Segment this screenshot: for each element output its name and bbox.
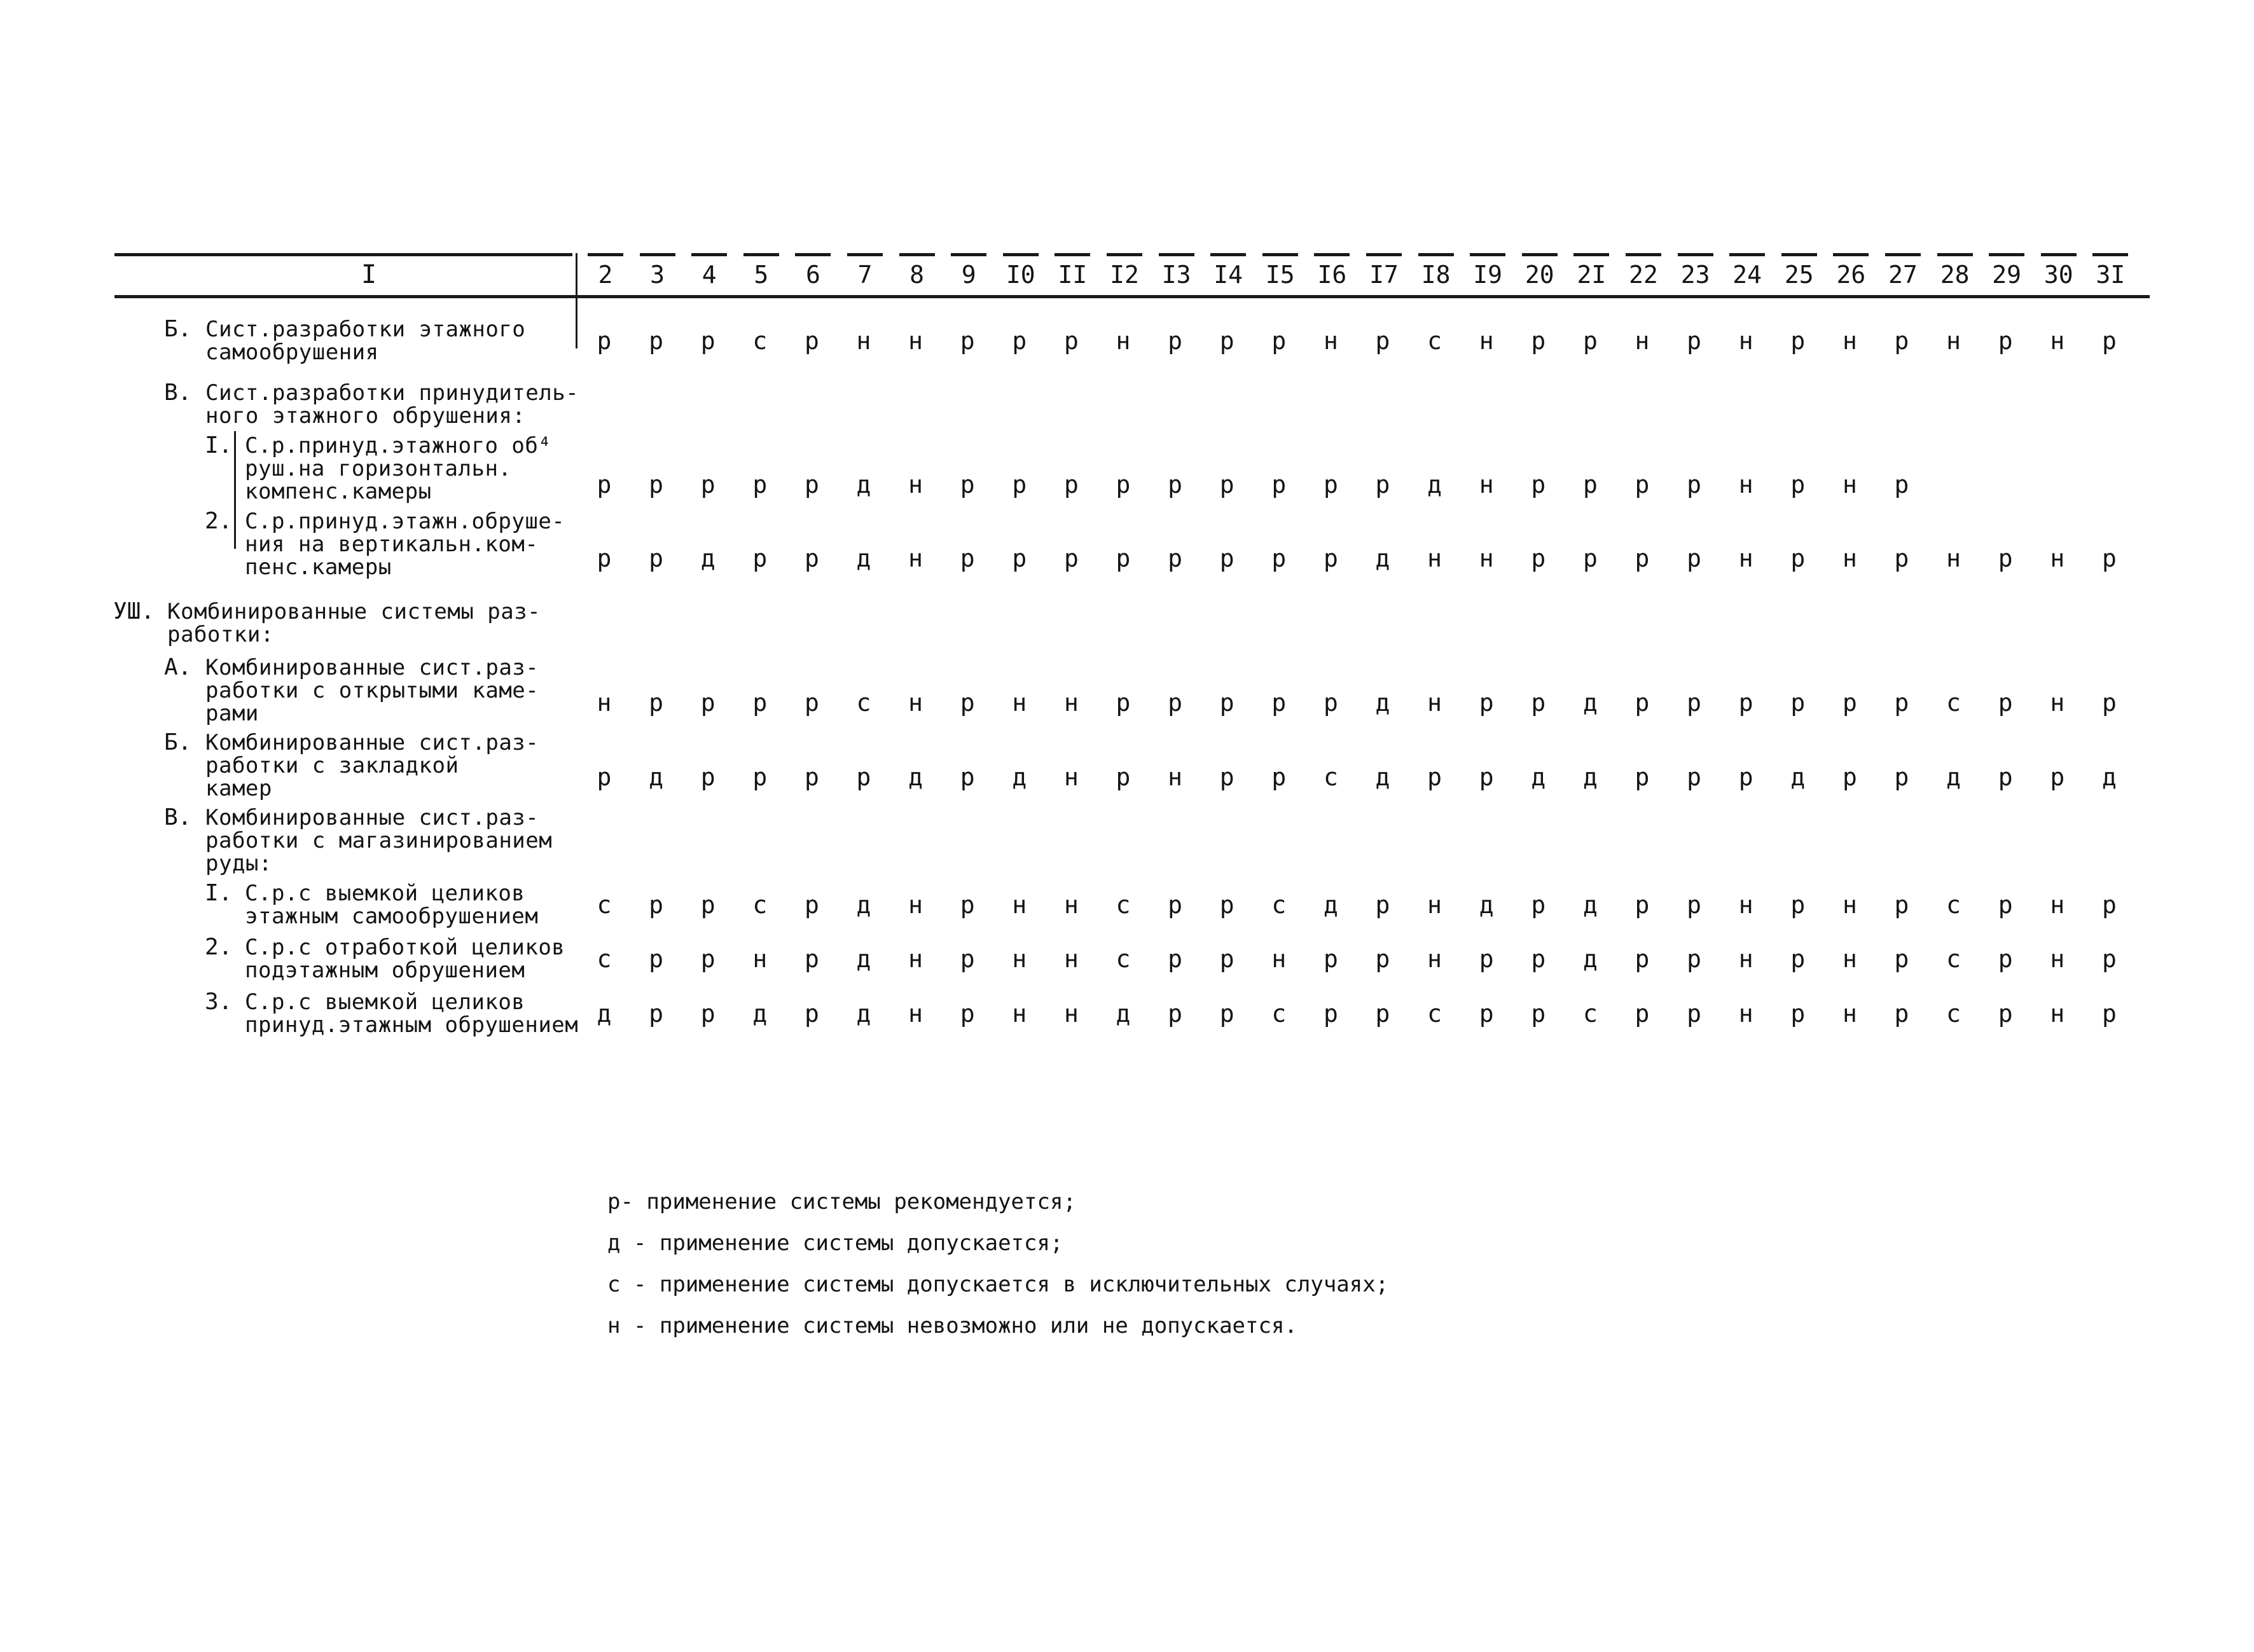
table-cell: р [1219, 945, 1234, 973]
table-cell: н [1427, 945, 1442, 973]
table-cell: р [1687, 544, 1702, 572]
table-cell: р [649, 1000, 664, 1028]
column-header: I7 [1369, 261, 1399, 289]
row-label: Комбинированные сист.раз- работки с открытыми каме- рами [205, 655, 539, 726]
table-cell: р [1219, 891, 1234, 919]
table-cell: р [804, 471, 819, 499]
table-cell: с [752, 891, 768, 919]
table-cell: р [1894, 544, 1909, 572]
table-cell: р [1479, 1000, 1494, 1028]
table-cell: р [1271, 471, 1287, 499]
table-cell: р [1894, 471, 1909, 499]
table-cell: н [908, 689, 923, 717]
column-header: I6 [1317, 261, 1347, 289]
table-cell: с [1427, 1000, 1442, 1028]
row-prefix: 3. [205, 989, 233, 1015]
table-cell: р [2101, 1000, 2117, 1028]
table-cell: р [1323, 689, 1338, 717]
table-cell: н [908, 471, 923, 499]
table-cell: р [804, 891, 819, 919]
table-cell: р [1116, 471, 1131, 499]
table-cell: д [1531, 763, 1546, 791]
table-cell: д [856, 1000, 871, 1028]
table-cell: н [1738, 891, 1753, 919]
table-cell: н [1427, 689, 1442, 717]
table-cell: р [1998, 891, 2013, 919]
column-header: 2 [598, 261, 613, 289]
table-cell: р [1063, 471, 1079, 499]
table-cell: р [1635, 763, 1650, 791]
table-cell: р [804, 945, 819, 973]
table-cell: д [1582, 689, 1598, 717]
column-header: 4 [702, 261, 717, 289]
table-cell: р [1687, 891, 1702, 919]
row-prefix: УШ. [113, 598, 155, 624]
table-cell: р [752, 763, 768, 791]
table-cell: р [1790, 945, 1806, 973]
table-cell: д [1582, 945, 1598, 973]
table-cell: р [1582, 327, 1598, 355]
table-cell: р [804, 763, 819, 791]
table-cell: н [1012, 945, 1027, 973]
table-cell: н [1012, 891, 1027, 919]
table-cell: с [597, 891, 612, 919]
table-cell: н [597, 689, 612, 717]
table-cell: р [597, 544, 612, 572]
table-cell: р [1271, 327, 1287, 355]
column-header: 20 [1525, 261, 1554, 289]
table-cell: р [1063, 544, 1079, 572]
table-cell: р [1894, 327, 1909, 355]
table-cell: р [960, 327, 975, 355]
table-cell: р [1998, 327, 2013, 355]
column-header: 7 [857, 261, 873, 289]
table-cell: р [1323, 544, 1338, 572]
table-cell: р [1687, 945, 1702, 973]
table-cell: н [1479, 544, 1494, 572]
table-cell: н [1323, 327, 1338, 355]
column-header: I3 [1161, 261, 1191, 289]
legend-item-n: н - применение системы невозможно или не допускается. [607, 1313, 1297, 1339]
table-cell: р [1531, 945, 1546, 973]
table-cell: р [1219, 1000, 1234, 1028]
table-cell: р [1635, 945, 1650, 973]
table-cell: р [1842, 689, 1857, 717]
table-cell: р [1790, 891, 1806, 919]
table-cell: р [1687, 689, 1702, 717]
table-cell: н [1946, 544, 1961, 572]
table-cell: д [1116, 1000, 1131, 1028]
table-cell: р [649, 544, 664, 572]
table-cell: р [1271, 763, 1287, 791]
table-cell: р [1738, 689, 1753, 717]
table-cell: д [856, 945, 871, 973]
table-cell: р [1790, 327, 1806, 355]
table-cell: с [1946, 891, 1961, 919]
table-cell: р [700, 891, 716, 919]
table-cell: р [1531, 689, 1546, 717]
table-cell: н [1738, 327, 1753, 355]
table-cell: р [1375, 327, 1390, 355]
column-header: 5 [754, 261, 769, 289]
row-prefix: 2. [205, 508, 233, 534]
table-cell: р [1168, 945, 1183, 973]
column-header: 3 [650, 261, 665, 289]
table-cell: с [856, 689, 871, 717]
table-cell: д [2101, 763, 2117, 791]
table-cell: с [1946, 945, 1961, 973]
table-cell: д [1375, 544, 1390, 572]
table-cell: н [1842, 1000, 1857, 1028]
column-header: 23 [1680, 261, 1710, 289]
table-cell: р [1894, 1000, 1909, 1028]
table-cell: р [2101, 891, 2117, 919]
table-cell: с [1271, 891, 1287, 919]
table-cell: н [856, 327, 871, 355]
table-cell: р [1531, 544, 1546, 572]
row-label: Сист.разработки принудитель- ного этажного обрушения: [205, 380, 579, 429]
table-cell: р [960, 891, 975, 919]
table-cell: н [2050, 544, 2065, 572]
first-column-header: I [361, 260, 377, 289]
table-cell: д [1479, 891, 1494, 919]
column-header: 30 [2043, 261, 2073, 289]
table-cell: с [752, 327, 768, 355]
table-cell: н [1063, 945, 1079, 973]
table-cell: р [1635, 471, 1650, 499]
table-cell: р [1635, 544, 1650, 572]
table-cell: н [908, 945, 923, 973]
table-cell: р [1271, 689, 1287, 717]
table-cell: н [1635, 327, 1650, 355]
table-cell: н [1842, 945, 1857, 973]
table-cell: н [908, 544, 923, 572]
table-cell: р [1323, 471, 1338, 499]
table-cell: р [1427, 763, 1442, 791]
table-cell: н [1012, 689, 1027, 717]
table-cell: р [960, 544, 975, 572]
table-cell: р [1894, 689, 1909, 717]
table-cell: р [752, 689, 768, 717]
row-label: С.р.принуд.этажного об⁴ руш.на горизонтальн. компенс.камеры [245, 433, 552, 504]
table-cell: р [1168, 1000, 1183, 1028]
table-cell: р [1116, 544, 1131, 572]
column-header: II [1058, 261, 1088, 289]
table-cell: р [700, 327, 716, 355]
column-header: 25 [1784, 261, 1814, 289]
table-cell: д [908, 763, 923, 791]
table-cell: р [804, 689, 819, 717]
table-cell: д [649, 763, 664, 791]
table-cell: р [1531, 471, 1546, 499]
table-cell: р [1168, 327, 1183, 355]
table-cell: р [1635, 1000, 1650, 1028]
column-header: I5 [1265, 261, 1295, 289]
table-cell: р [960, 763, 975, 791]
table-cell: р [1894, 763, 1909, 791]
table-cell: с [1427, 327, 1442, 355]
table-cell: р [1323, 1000, 1338, 1028]
table-cell: н [1479, 471, 1494, 499]
table-cell: р [1168, 471, 1183, 499]
table-cell: р [1479, 763, 1494, 791]
table-cell: р [1219, 763, 1234, 791]
table-cell: р [1687, 471, 1702, 499]
row-prefix: А. [164, 654, 192, 680]
table-cell: н [1063, 1000, 1079, 1028]
table-cell: д [597, 1000, 612, 1028]
first-col-divider [576, 253, 577, 348]
table-cell: д [1012, 763, 1027, 791]
table-cell: р [1842, 763, 1857, 791]
table-cell: н [1738, 1000, 1753, 1028]
table-cell: н [908, 1000, 923, 1028]
column-header: 27 [1888, 261, 1918, 289]
table-cell: р [1375, 891, 1390, 919]
column-header: 2I [1577, 261, 1607, 289]
table-cell: р [1219, 471, 1234, 499]
table-cell: н [752, 945, 768, 973]
table-cell: р [2101, 327, 2117, 355]
table-cell: р [752, 544, 768, 572]
column-header: 24 [1732, 261, 1762, 289]
table-cell: н [1479, 327, 1494, 355]
table-cell: р [1998, 544, 2013, 572]
column-header: 22 [1629, 261, 1658, 289]
table-cell: н [1168, 763, 1183, 791]
table-cell: р [1012, 327, 1027, 355]
table-cell: р [649, 471, 664, 499]
table-cell: р [700, 1000, 716, 1028]
row-prefix: 2. [205, 934, 233, 960]
table-cell: р [1168, 689, 1183, 717]
table-cell: н [1063, 689, 1079, 717]
table-cell: р [856, 763, 871, 791]
row-prefix: I. [205, 432, 233, 458]
legend-item-r: р- применение системы рекомендуется; [607, 1189, 1076, 1215]
table-cell: р [2101, 544, 2117, 572]
legend-item-d: д - применение системы допускается; [607, 1230, 1063, 1256]
table-cell: р [700, 471, 716, 499]
table-cell: д [1427, 471, 1442, 499]
row-label: С.р.принуд.этажн.обруше- ния на вертикальн.ком- пенс.камеры [245, 509, 565, 580]
table-cell: р [1012, 544, 1027, 572]
table-cell: н [1116, 327, 1131, 355]
table-cell: р [1323, 945, 1338, 973]
row-label: Комбинированные системы раз- работки: [167, 599, 541, 647]
table-cell: н [1842, 544, 1857, 572]
table-cell: д [1582, 763, 1598, 791]
column-header: I8 [1421, 261, 1451, 289]
table-cell: р [1790, 471, 1806, 499]
header-top-rule [114, 253, 572, 256]
table-cell: н [908, 891, 923, 919]
row-label: С.р.с отработкой целиков подэтажным обрушением [245, 935, 565, 983]
row-prefix: Б. [164, 316, 192, 342]
table-cell: д [856, 891, 871, 919]
table-cell: р [1582, 544, 1598, 572]
table-cell: с [1116, 891, 1131, 919]
table-cell: р [1375, 945, 1390, 973]
table-cell: д [856, 471, 871, 499]
table-cell: р [1479, 945, 1494, 973]
table-cell: р [700, 763, 716, 791]
table-cell: н [2050, 327, 2065, 355]
table-cell: р [1894, 945, 1909, 973]
table-cell: р [1168, 544, 1183, 572]
table-cell: р [1894, 891, 1909, 919]
table-cell: р [1531, 891, 1546, 919]
table-cell: р [2050, 763, 2065, 791]
table-cell: р [1687, 1000, 1702, 1028]
row-prefix: I. [205, 880, 233, 906]
column-header: 3I [2096, 261, 2126, 289]
sub-item-bracket [234, 509, 236, 547]
table-cell: р [1063, 327, 1079, 355]
table-cell: р [1738, 763, 1753, 791]
table-cell: р [1479, 689, 1494, 717]
row-label: Комбинированные сист.раз- работки с магазинированием руды: [205, 805, 553, 876]
table-cell: н [1012, 1000, 1027, 1028]
table-cell: р [1531, 327, 1546, 355]
table-cell: р [804, 544, 819, 572]
table-cell: н [1063, 763, 1079, 791]
column-header: 9 [961, 261, 976, 289]
table-cell: с [1946, 1000, 1961, 1028]
table-cell: р [1998, 763, 2013, 791]
table-cell: н [2050, 1000, 2065, 1028]
table-cell: р [649, 891, 664, 919]
table-cell: р [1582, 471, 1598, 499]
table-cell: н [1271, 945, 1287, 973]
table-cell: р [1635, 689, 1650, 717]
table-cell: н [1842, 891, 1857, 919]
table-cell: р [597, 763, 612, 791]
row-label: Комбинированные сист.раз- работки с закладкой камер [205, 730, 539, 801]
table-cell: р [1998, 1000, 2013, 1028]
table-cell: р [960, 471, 975, 499]
column-header: 26 [1836, 261, 1866, 289]
table-cell: р [1012, 471, 1027, 499]
table-cell: р [1219, 327, 1234, 355]
table-cell: р [1375, 471, 1390, 499]
table-cell: р [1116, 689, 1131, 717]
row-label: С.р.с выемкой целиков принуд.этажным обрушением [245, 989, 579, 1038]
table-cell: р [597, 327, 612, 355]
table-cell: д [1375, 689, 1390, 717]
table-cell: р [1271, 544, 1287, 572]
table-cell: н [1946, 327, 1961, 355]
row-prefix: Б. [164, 729, 192, 755]
column-header: I4 [1213, 261, 1243, 289]
table-cell: р [1375, 1000, 1390, 1028]
row-prefix: В. [164, 804, 192, 830]
table-cell: р [1635, 891, 1650, 919]
table-cell: р [1687, 327, 1702, 355]
table-cell: р [1116, 763, 1131, 791]
table-cell: р [1998, 689, 2013, 717]
header-bottom-rule [114, 295, 2150, 298]
table-cell: с [1582, 1000, 1598, 1028]
table-cell: р [804, 1000, 819, 1028]
row-prefix: В. [164, 380, 192, 406]
table-cell: р [1998, 945, 2013, 973]
table-cell: н [1738, 544, 1753, 572]
table-cell: р [960, 689, 975, 717]
table-cell: с [597, 945, 612, 973]
table-cell: р [700, 945, 716, 973]
column-header: I9 [1473, 261, 1503, 289]
table-cell: д [856, 544, 871, 572]
column-header: 6 [805, 261, 820, 289]
table-cell: р [597, 471, 612, 499]
table-cell: д [1323, 891, 1338, 919]
table-cell: н [1842, 471, 1857, 499]
table-cell: р [649, 945, 664, 973]
table-cell: н [908, 327, 923, 355]
table-cell: н [1063, 891, 1079, 919]
table-cell: р [649, 689, 664, 717]
table-cell: н [2050, 689, 2065, 717]
table-cell: н [1738, 471, 1753, 499]
table-cell: р [1219, 544, 1234, 572]
table-cell: р [1219, 689, 1234, 717]
table-cell: н [1738, 945, 1753, 973]
table-cell: р [1687, 763, 1702, 791]
table-cell: р [2101, 689, 2117, 717]
table-cell: н [1842, 327, 1857, 355]
table-cell: с [1946, 689, 1961, 717]
row-label: Сист.разработки этажного самообрушения [205, 317, 526, 365]
table-cell: д [1582, 891, 1598, 919]
table-cell: д [700, 544, 716, 572]
table-cell: р [1790, 1000, 1806, 1028]
table-cell: р [700, 689, 716, 717]
table-cell: р [804, 327, 819, 355]
column-header: I2 [1110, 261, 1139, 289]
table-cell: р [1790, 689, 1806, 717]
table-cell: р [752, 471, 768, 499]
table-cell: д [1946, 763, 1961, 791]
table-cell: н [1427, 544, 1442, 572]
table-cell: н [2050, 945, 2065, 973]
table-cell: р [960, 945, 975, 973]
column-header: 8 [909, 261, 925, 289]
legend-item-s: с - применение системы допускается в исключительных случаях; [607, 1272, 1389, 1297]
column-header: 28 [1940, 261, 1970, 289]
table-cell: д [1375, 763, 1390, 791]
table-cell: д [1790, 763, 1806, 791]
table-cell: н [1427, 891, 1442, 919]
table-cell: р [649, 327, 664, 355]
column-header: 29 [1992, 261, 2022, 289]
table-cell: с [1116, 945, 1131, 973]
table-cell: р [1790, 544, 1806, 572]
table-cell: р [1531, 1000, 1546, 1028]
column-header: I0 [1006, 261, 1035, 289]
table-cell: р [960, 1000, 975, 1028]
table-cell: д [752, 1000, 768, 1028]
table-cell: с [1271, 1000, 1287, 1028]
table-cell: н [2050, 891, 2065, 919]
table-cell: р [1168, 891, 1183, 919]
row-label: С.р.с выемкой целиков этажным самообрушением [245, 881, 539, 929]
table-cell: с [1323, 763, 1338, 791]
table-cell: р [2101, 945, 2117, 973]
